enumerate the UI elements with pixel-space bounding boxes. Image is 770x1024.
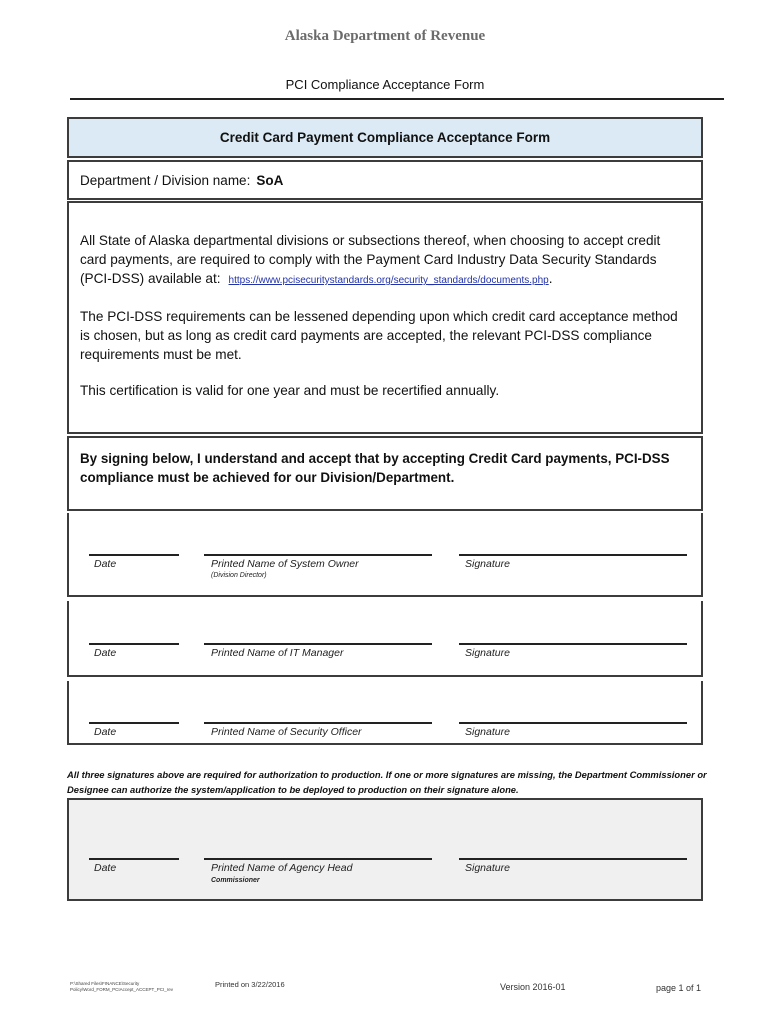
signature-label: Signature — [465, 647, 510, 659]
department-label: Department / Division name: — [80, 172, 251, 188]
printed-name-line[interactable] — [204, 858, 432, 860]
department-value[interactable]: SoA — [256, 172, 284, 188]
policy-paragraph-2: The PCI-DSS requirements can be lessened depending upon which credit card acceptance method is chosen, but as long as credit card payments are accepted, the relevant PCI-DSS compliance requirements must be met. — [80, 309, 678, 362]
date-line[interactable] — [89, 858, 179, 860]
date-line[interactable] — [89, 554, 179, 556]
acknowledgement-text: By signing below, I understand and accept that by accepting Credit Card payments, PCI-DSS compliance must be achieved for our Division/Department. — [80, 451, 670, 485]
signature-panel-security-officer — [67, 681, 703, 743]
signature-label: Signature — [465, 558, 510, 570]
signature-label: Signature — [465, 862, 510, 874]
policy-paragraph-1-text: All State of Alaska departmental divisions or subsections thereof, when choosing to accept credit card payments, are required to comply with the Payment Card Industry Data Security Standards (PCI-DSS) available at: — [80, 233, 661, 286]
signature-line[interactable] — [459, 554, 687, 556]
department-field — [67, 160, 703, 200]
printed-name-label: Printed Name of Security Officer — [211, 726, 362, 738]
authorization-note: All three signatures above are required for authorization to production. If one or more signatures are missing, the Department Commissioner or Designee can authorize the system/application to be deployed to production on their signature alone. — [67, 769, 707, 795]
date-label: Date — [94, 558, 117, 570]
footer-printed-date: Printed on 3/22/2016 — [215, 980, 285, 989]
panel-divider — [67, 595, 703, 597]
acknowledgement-box — [67, 436, 703, 511]
policy-paragraph-1-end: . — [548, 271, 553, 286]
title-divider — [70, 98, 724, 100]
panel-divider — [67, 743, 703, 745]
signature-panel-system-owner — [67, 513, 703, 595]
printed-name-line[interactable] — [204, 554, 432, 556]
printed-name-line[interactable] — [204, 643, 432, 645]
form-header-box — [67, 117, 703, 158]
panel-divider — [67, 675, 703, 677]
date-label: Date — [94, 862, 117, 874]
page-title: PCI Compliance Acceptance Form — [285, 77, 485, 92]
footer-file-path-line-1: P:\Shared Files\FINANCE\Security — [70, 981, 140, 986]
printed-name-line[interactable] — [204, 722, 432, 724]
printed-name-sublabel: Commissioner — [211, 877, 260, 884]
pci-standards-link[interactable]: https://www.pcisecuritystandards.org/security_standards/documents.php — [228, 275, 549, 286]
date-line[interactable] — [89, 722, 179, 724]
footer-page-number: page 1 of 1 — [656, 983, 702, 993]
printed-name-label: Printed Name of Agency Head — [211, 862, 353, 874]
signature-line[interactable] — [459, 722, 687, 724]
printed-name-label: Printed Name of IT Manager — [211, 647, 344, 659]
signature-line[interactable] — [459, 858, 687, 860]
printed-name-label: Printed Name of System Owner — [211, 558, 359, 570]
footer-version: Version 2016-01 — [500, 982, 566, 992]
policy-text-box — [67, 201, 703, 434]
policy-paragraph-3: This certification is valid for one year and must be recertified annually. — [80, 383, 500, 398]
signature-line[interactable] — [459, 643, 687, 645]
footer-file-path — [70, 981, 190, 993]
date-label: Date — [94, 726, 117, 738]
signature-panel-it-manager — [67, 601, 703, 675]
policy-paragraph-1 — [80, 231, 689, 290]
signature-label: Signature — [465, 726, 510, 738]
printed-name-sublabel: (Division Director) — [211, 572, 267, 579]
agency-name: Alaska Department of Revenue — [284, 28, 486, 44]
date-line[interactable] — [89, 643, 179, 645]
date-label: Date — [94, 647, 117, 659]
footer-file-path-line-2: Policy\Word_FORM_PCIAccept_ACCEPT_PCI_rev — [70, 987, 173, 992]
form-header-title: Credit Card Payment Compliance Acceptance Form — [219, 130, 551, 145]
signature-panel-agency-head — [67, 798, 703, 901]
